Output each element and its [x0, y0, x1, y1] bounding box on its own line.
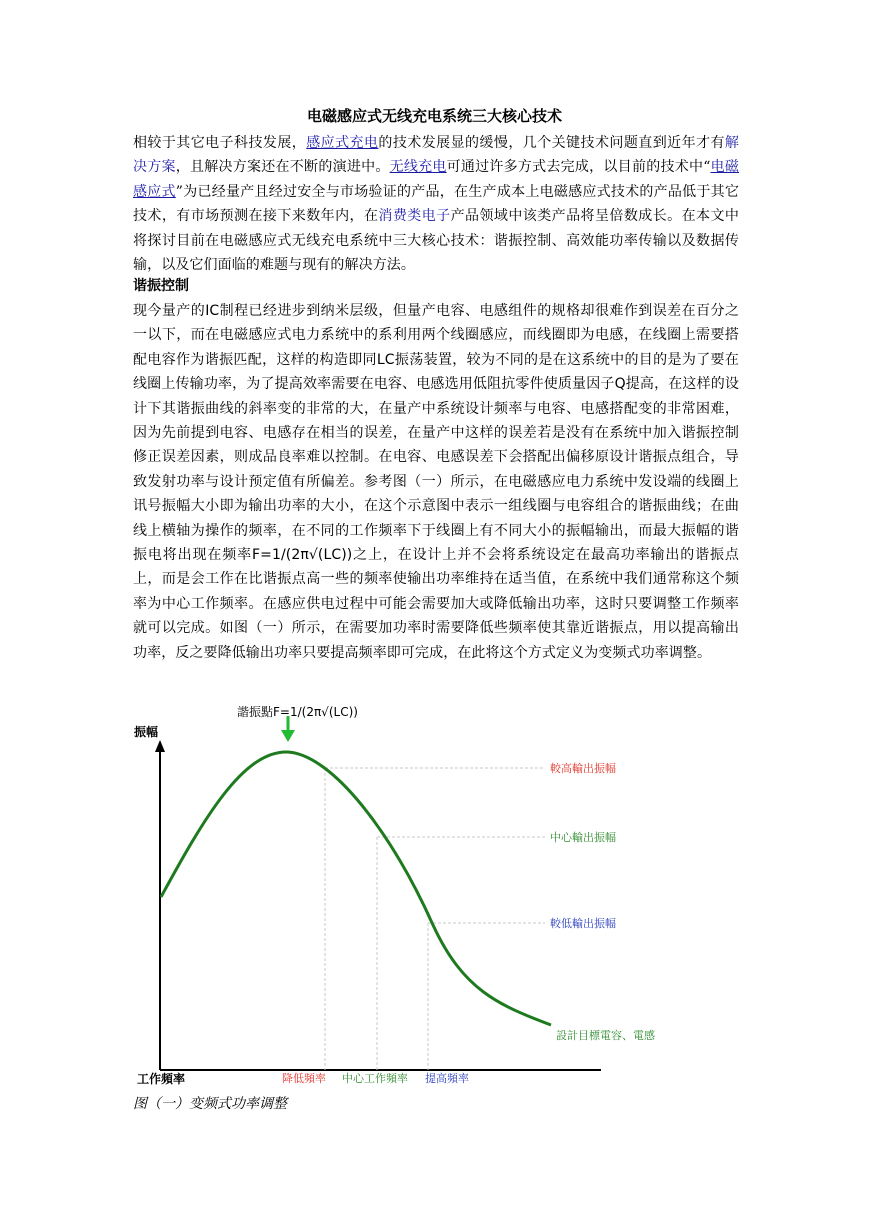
- guide-lines: [325, 768, 545, 1070]
- intro-text-a: 相较于其它电子科技发展，: [133, 135, 307, 151]
- y-axis-label: 振幅: [134, 725, 159, 739]
- link-wireless-charging[interactable]: 无线充电: [389, 159, 447, 176]
- link-electromagnetic-induction[interactable]: 电磁感应式: [133, 159, 739, 200]
- res-text-b: 制程已经进步到纳米层级，但量产电容、电感组件的规格却很难作到误差在百分之一以下，而在电磁感应式电力系统中的系利用两个线圈感应，而线圈即为电感，在线圈上需要搭配电容作为谐振匹配，这样的构造即同: [133, 303, 739, 368]
- section-heading-resonance-control: 谐振控制: [133, 278, 189, 294]
- link-inductive-charging[interactable]: 感应式充电: [306, 135, 379, 151]
- resonance-arrow-head-icon: [281, 730, 295, 742]
- intro-text-d: 可通过许多方式去完成，以目前的技术中“: [446, 159, 711, 176]
- figure-caption: 图（一）变频式功率调整: [133, 1096, 287, 1112]
- resonance-figure: [133, 700, 693, 1090]
- low-output-label: 較低輸出振幅: [550, 917, 616, 930]
- intro-text-f: 产品领域中该类产品将呈倍数成长。在本文中将探讨目前在电磁感应式无线充电系统中三大核心技术：谐振控制、高效能功率传输以及数据传输，以及它们面临的难题与现有的解决方法。: [133, 208, 740, 274]
- res-text-formula: F=1/(2π√(LC)): [251, 547, 353, 564]
- intro-text-e: ”为已经量产且经过安全与市场验证的产品，在生产成本上电磁感应式技术的产品低于其它技术，有市场预测在接下来数年内，在: [133, 183, 740, 225]
- freq-lower-label: 降低頻率: [282, 1072, 326, 1085]
- res-text-e: 之上，在设计上并不会将系统设定在最高功率输出的谐振点上，而是会工作在比谐振点高一些的频率使输出功率维持在适当值，在系统中我们通常称这个频率为中心工作频率。在感应供电过程中可能会需要加大或降低输出功率，这时只要调整工作频率就可以完成。如图（一）所示，在需要加功率时需要降低些频率使其靠近谐振点，用以提高输出功率，反之要降低输出功率只要提高频率即可完成，在此将这个方式定义为变频式功率调整。: [133, 547, 739, 661]
- res-text-q: Q: [614, 376, 626, 393]
- intro-paragraph: [133, 131, 739, 277]
- freq-center-label: 中心工作頻率: [342, 1072, 408, 1085]
- link-solutions[interactable]: 解决方案: [133, 135, 739, 176]
- res-text-d: 提高，在这样的设计下其谐振曲线的斜率变的非常的大，在量产中系统设计频率与电容、电感搭配变的非常困难，因为先前提到电容、电感存在相当的误差，在量产中这样的误差若是没有在系统中加入谐振控制修正误差因素，则成品良率难以控制。在电容、电感误差下会搭配出偏移原设计谐振点组合，导致发射功率与设计预定值有所偏差。参考图（一）所示，在电磁感应电力系统中发设端的线圈上讯号振幅大小即为输出功率的大小，在这个示意图中表示一组线圈与电容组合的谐振曲线；在曲线上横轴为操作的频率，在不同的工作频率下于线圈上有不同大小的振幅输出，而最大振幅的谐振电将出现在频率: [133, 376, 739, 564]
- res-text-a: 现今量产的: [133, 303, 206, 319]
- y-axis-arrow-icon: [155, 740, 165, 752]
- intro-text-c: ，且解决方案还在不断的演进中。: [175, 159, 390, 176]
- high-output-label: 較高輸出振幅: [550, 762, 616, 775]
- resonance-paragraph: [133, 299, 739, 665]
- x-axis-label: 工作頻率: [137, 1072, 186, 1086]
- resonance-diagram: [133, 700, 693, 1090]
- res-text-c: 振荡装置，较为不同的是在这系统中的目的是为了要在线圈上传输功率，为了提高效率需要在电容、电感选用低阻抗零件使质量因子: [133, 351, 739, 393]
- resonance-curve: [161, 752, 551, 1025]
- link-consumer-electronics[interactable]: 消费类电子: [378, 208, 451, 225]
- res-text-lc: LC: [376, 351, 395, 368]
- center-output-label: 中心輸出振幅: [550, 831, 616, 844]
- freq-higher-label: 提高頻率: [425, 1072, 469, 1085]
- intro-text-b: 的技术发展显的缓慢，几个关键技术问题直到近年才有: [378, 135, 725, 151]
- design-target-label: 設計目標電容、電感: [556, 1029, 655, 1042]
- resonance-point-label: 諧振點F=1/(2π√(LC)): [237, 705, 358, 719]
- res-text-ic: IC: [205, 303, 220, 319]
- page-title: 电磁感应式无线充电系统三大核心技术: [306, 107, 562, 125]
